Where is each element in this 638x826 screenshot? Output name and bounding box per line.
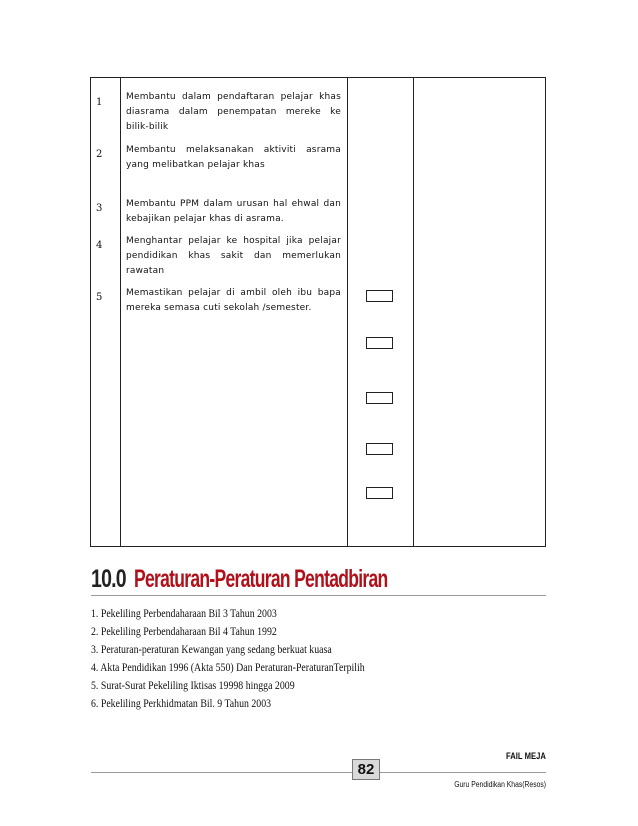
footer-label: FAIL MEJA: [506, 751, 546, 761]
list-item: 3. Peraturan-peraturan Kewangan yang sedang berkuat kuasa: [91, 642, 332, 656]
task-text: Memastikan pelajar di ambil oleh ibu bapa mereka semasa cuti sekolah /semester.: [126, 288, 341, 313]
column-divider: [347, 77, 348, 547]
footer-subtitle: Guru Pendidikan Khas(Resos): [454, 780, 546, 789]
list-item: 5. Surat-Surat Pekeliling Iktisas 19998 hingga 2009: [91, 678, 295, 692]
footer-divider: [91, 772, 546, 773]
row-number: 3: [96, 203, 103, 214]
regulation-list: [91, 604, 425, 712]
task-text: Menghantar pelajar ke hospital jika pelajar pendidikan khas sakit dan memerlukan rawatan: [126, 236, 341, 276]
row-number: 2: [96, 149, 103, 160]
column-divider: [120, 77, 121, 547]
row-number: 1: [96, 97, 103, 108]
task-text: Membantu melaksanakan aktiviti asrama yang melibatkan pelajar khas: [126, 145, 341, 170]
heading-divider: [91, 595, 546, 596]
checkbox[interactable]: [366, 337, 393, 349]
checkbox[interactable]: [366, 487, 393, 499]
list-item: 4. Akta Pendidikan 1996 (Akta 550) Dan Peraturan-PeraturanTerpilih: [91, 660, 365, 674]
section-number: 10.0: [91, 565, 126, 593]
checkbox[interactable]: [366, 443, 393, 455]
task-text: Membantu dalam pendaftaran pelajar khas diasrama dalam penempatan mereke ke bilik-bilik: [126, 92, 341, 132]
task-text: Membantu PPM dalam urusan hal ehwal dan kebajikan pelajar khas di asrama.: [126, 199, 341, 224]
section-title: Peraturan-Peraturan Pentadbiran: [133, 565, 388, 593]
list-item: 1. Pekeliling Perbendaharaan Bil 3 Tahun 2003: [91, 606, 277, 620]
row-number: 5: [96, 292, 103, 303]
checkbox[interactable]: [366, 290, 393, 302]
page-number: 82: [352, 759, 380, 780]
section-heading: [91, 560, 496, 594]
list-item: 6. Pekeliling Perkhidmatan Bil. 9 Tahun 2003: [91, 696, 272, 710]
column-divider: [413, 77, 414, 547]
row-number: 4: [96, 240, 103, 251]
checkbox[interactable]: [366, 392, 393, 404]
list-item: 2. Pekeliling Perbendaharaan Bil 4 Tahun 1992: [91, 624, 277, 638]
